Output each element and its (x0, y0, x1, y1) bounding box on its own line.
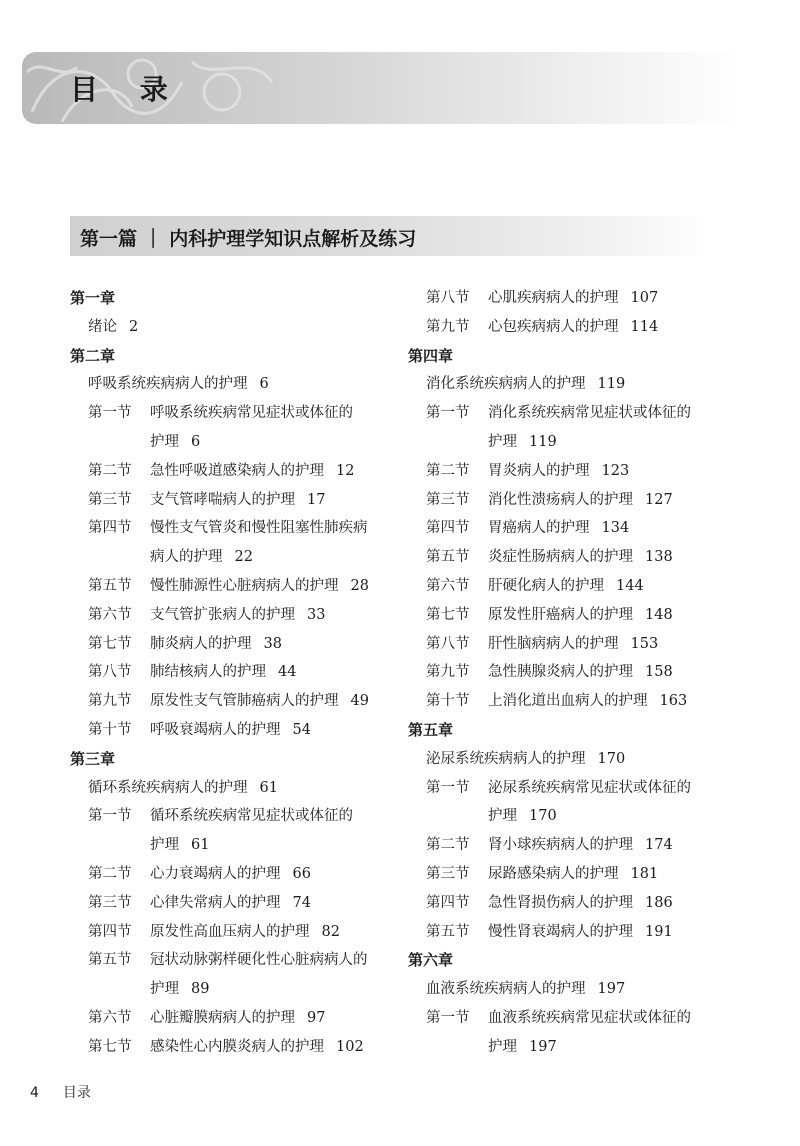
entry-title: 护理 (150, 837, 179, 854)
section-number: 第五节 (88, 952, 132, 969)
entry-title: 肺结核病人的护理 (150, 664, 266, 681)
entry-title: 循环系统疾病常见症状或体征的 (150, 808, 353, 825)
section-number: 第三节 (426, 865, 470, 882)
page-number: 6 (259, 376, 269, 393)
entry-title: 原发性支气管肺癌病人的护理 (150, 693, 339, 710)
section-number: 第一节 (426, 1009, 470, 1026)
entry-title: 血液系统疾病常见症状或体征的 (488, 1009, 691, 1026)
entry-title: 心包疾病病人的护理 (488, 318, 619, 335)
page-number: 33 (307, 606, 326, 623)
section-number: 第七节 (88, 635, 132, 652)
page-number: 138 (645, 549, 673, 566)
section-number: 第一节 (426, 779, 470, 796)
toc-entry-continuation[interactable] (408, 1033, 728, 1062)
toc-section-entry[interactable] (70, 658, 390, 687)
toc-section-entry[interactable] (70, 399, 390, 428)
entry-title: 消化系统疾病病人的护理 (426, 376, 586, 393)
page-number: 97 (307, 1009, 326, 1026)
toc-section-entry[interactable] (408, 918, 728, 947)
entry-title: 原发性高血压病人的护理 (150, 923, 310, 940)
toc-section-entry[interactable] (408, 543, 728, 572)
entry-title: 消化性溃疡病人的护理 (488, 491, 633, 508)
section-number: 第十节 (88, 721, 132, 738)
entry-title: 急性肾损伤病人的护理 (488, 894, 633, 911)
toc-section-entry[interactable] (70, 946, 390, 975)
page-number: 170 (529, 808, 557, 825)
toc-section-entry[interactable] (408, 831, 728, 860)
entry-title: 支气管扩张病人的护理 (150, 606, 295, 623)
section-number: 第六节 (88, 606, 132, 623)
page-number: 89 (191, 981, 210, 998)
toc-section-entry[interactable] (70, 716, 390, 745)
section-number: 第四节 (88, 520, 132, 537)
page-number: 38 (263, 635, 282, 652)
entry-title: 心肌疾病病人的护理 (488, 290, 619, 306)
toc-section-entry[interactable] (408, 630, 728, 659)
entry-title: 泌尿系统疾病常见症状或体征的 (488, 779, 691, 796)
page-number: 127 (645, 491, 673, 508)
page-number: 12 (336, 462, 355, 479)
footer-label: 目录 (62, 1085, 91, 1101)
section-number: 第三节 (88, 491, 132, 508)
entry-title: 心脏瓣膜病病人的护理 (150, 1009, 295, 1026)
part-header (70, 216, 710, 256)
toc-section-entry[interactable] (408, 486, 728, 515)
section-number: 第一节 (426, 405, 470, 422)
entry-title: 急性呼吸道感染病人的护理 (150, 462, 324, 479)
entry-title: 心力衰竭病人的护理 (150, 865, 281, 882)
page-number: 186 (645, 894, 673, 911)
toc-section-entry[interactable] (70, 486, 390, 515)
toc-section-entry[interactable] (70, 457, 390, 486)
page-number: 181 (630, 865, 659, 882)
page-number: 82 (321, 923, 340, 940)
section-number: 第六节 (426, 577, 470, 594)
section-number: 第七节 (88, 1038, 132, 1055)
page-number: 191 (645, 923, 673, 940)
toc-topic-entry[interactable] (408, 745, 728, 774)
entry-title: 原发性肝癌病人的护理 (488, 606, 633, 623)
section-number: 第六节 (88, 1009, 132, 1026)
chapter-heading: 第一章 (70, 289, 116, 307)
entry-title: 慢性支气管炎和慢性阻塞性肺疾病 (150, 520, 368, 537)
chapter-heading: 第六章 (408, 951, 454, 970)
entry-title: 血液系统疾病病人的护理 (426, 981, 586, 998)
entry-title: 尿路感染病人的护理 (488, 865, 619, 882)
page-number: 114 (630, 318, 659, 335)
entry-title: 肝硬化病人的护理 (488, 577, 604, 594)
toc-section-entry[interactable] (70, 860, 390, 889)
entry-title: 护理 (150, 981, 179, 998)
title-banner (22, 52, 742, 124)
page-number: 119 (529, 433, 557, 450)
page-number: 44 (278, 664, 297, 681)
page-number: 123 (601, 462, 630, 479)
section-number: 第七节 (426, 606, 470, 623)
entry-title: 护理 (488, 808, 517, 825)
section-number: 第三节 (88, 894, 132, 911)
toc-section-entry[interactable] (408, 860, 728, 889)
entry-title: 肝性脑病病人的护理 (488, 635, 619, 652)
page-number: 119 (597, 376, 626, 393)
entry-title: 绪论 (88, 318, 117, 335)
section-number: 第八节 (426, 635, 470, 652)
entry-title: 泌尿系统疾病病人的护理 (426, 750, 586, 767)
toc-right-column (408, 284, 728, 1062)
entry-title: 心律失常病人的护理 (150, 894, 281, 911)
section-number: 第二节 (88, 865, 132, 882)
page-number: 153 (630, 635, 659, 652)
page-number: 163 (659, 693, 688, 710)
page-number: 61 (259, 779, 278, 796)
section-number: 第一节 (88, 405, 132, 422)
entry-title: 消化系统疾病常见症状或体征的 (488, 405, 691, 422)
section-number: 第四节 (426, 520, 470, 537)
page-number: 28 (350, 577, 369, 594)
entry-title: 肾小球疾病病人的护理 (488, 837, 633, 854)
toc-section-entry[interactable] (70, 1033, 390, 1062)
page-number: 197 (597, 981, 626, 998)
page-number: 144 (616, 577, 644, 594)
toc-topic-entry[interactable] (70, 370, 390, 399)
toc-entry-continuation[interactable] (70, 428, 390, 457)
page-number: 74 (292, 894, 311, 911)
toc-section-entry[interactable] (408, 284, 728, 313)
entry-title: 呼吸衰竭病人的护理 (150, 721, 281, 738)
page-number: 2 (129, 318, 139, 335)
toc-section-entry[interactable] (70, 514, 390, 543)
entry-title: 胃癌病人的护理 (488, 520, 590, 537)
entry-title: 感染性心内膜炎病人的护理 (150, 1038, 324, 1055)
toc-section-entry[interactable] (408, 1004, 728, 1033)
section-number: 第四节 (88, 923, 132, 940)
toc-section-entry[interactable] (408, 687, 728, 716)
page-number: 54 (292, 721, 311, 738)
page-number: 107 (630, 290, 659, 306)
page-number: 134 (601, 520, 630, 537)
chapter-heading: 第五章 (408, 720, 454, 739)
entry-title: 冠状动脉粥样硬化性心脏病病人的 (150, 952, 368, 969)
entry-title: 胃炎病人的护理 (488, 462, 590, 479)
section-number: 第八节 (88, 664, 132, 681)
section-number: 第九节 (88, 693, 132, 710)
entry-title: 支气管哮喘病人的护理 (150, 491, 295, 508)
entry-title: 慢性肾衰竭病人的护理 (488, 923, 633, 940)
chapter-heading: 第四章 (408, 346, 454, 365)
entry-title: 呼吸系统疾病病人的护理 (88, 376, 248, 393)
entry-title: 上消化道出血病人的护理 (488, 693, 648, 710)
toc-entry-continuation[interactable] (70, 975, 390, 1004)
section-number: 第三节 (426, 491, 470, 508)
section-number: 第五节 (426, 923, 470, 940)
page-number: 158 (645, 664, 673, 681)
toc-left-column (70, 284, 390, 1062)
chapter-heading: 第三章 (70, 749, 116, 768)
toc-section-entry[interactable] (408, 399, 728, 428)
toc-section-entry[interactable] (408, 658, 728, 687)
toc-entry-continuation[interactable] (70, 543, 390, 572)
page-number: 61 (191, 837, 210, 854)
toc-section-entry[interactable] (408, 514, 728, 543)
page-number: 6 (191, 433, 201, 450)
section-number: 第二节 (426, 462, 470, 479)
toc-section-entry[interactable] (408, 313, 728, 342)
toc-section-entry[interactable] (70, 687, 390, 716)
entry-title: 肺炎病人的护理 (150, 635, 252, 652)
entry-title: 循环系统疾病病人的护理 (88, 779, 248, 796)
section-number: 第十节 (426, 693, 470, 710)
section-number: 第五节 (426, 549, 470, 566)
toc-section-entry[interactable] (408, 457, 728, 486)
toc-section-entry[interactable] (70, 1004, 390, 1033)
page-footer (30, 1082, 91, 1102)
toc-section-entry[interactable] (408, 601, 728, 630)
toc-topic-entry[interactable] (408, 975, 728, 1004)
page-number: 49 (350, 693, 369, 710)
section-number: 第八节 (426, 290, 470, 306)
page-number: 4 (30, 1085, 39, 1101)
toc-section-entry[interactable] (408, 774, 728, 803)
section-number: 第九节 (426, 318, 470, 335)
entry-title: 护理 (488, 433, 517, 450)
entry-title: 呼吸系统疾病常见症状或体征的 (150, 405, 353, 422)
section-number: 第九节 (426, 664, 470, 681)
toc-entry-continuation[interactable] (70, 831, 390, 860)
page-number: 102 (336, 1038, 364, 1055)
toc-entry-continuation[interactable] (408, 428, 728, 457)
page-number: 174 (645, 837, 673, 854)
entry-title: 急性胰腺炎病人的护理 (488, 664, 633, 681)
entry-title: 护理 (150, 433, 179, 450)
chapter-heading: 第二章 (70, 346, 116, 365)
toc-section-entry[interactable] (70, 630, 390, 659)
section-number: 第五节 (88, 577, 132, 594)
page-title: 目 录 (70, 73, 184, 106)
entry-title: 炎症性肠病病人的护理 (488, 549, 633, 566)
section-number: 第四节 (426, 894, 470, 911)
entry-title: 慢性肺源性心脏病病人的护理 (150, 577, 339, 594)
toc-topic-entry[interactable] (408, 370, 728, 399)
toc-section-entry[interactable] (70, 918, 390, 947)
toc-section-entry[interactable] (70, 572, 390, 601)
section-number: 第二节 (426, 837, 470, 854)
toc-topic-entry[interactable] (70, 313, 390, 342)
toc-topic-entry[interactable] (70, 774, 390, 803)
toc-section-entry[interactable] (70, 802, 390, 831)
toc-section-entry[interactable] (70, 889, 390, 918)
page-number: 148 (645, 606, 673, 623)
toc-section-entry[interactable] (408, 572, 728, 601)
part-title: 第一篇 ｜ 内科护理学知识点解析及练习 (80, 228, 417, 250)
toc-entry-continuation[interactable] (408, 802, 728, 831)
page-number: 17 (307, 491, 326, 508)
entry-title: 病人的护理 (150, 549, 223, 566)
page-number: 170 (597, 750, 626, 767)
toc-section-entry[interactable] (408, 889, 728, 918)
section-number: 第一节 (88, 808, 132, 825)
page-number: 22 (234, 549, 253, 566)
section-number: 第二节 (88, 462, 132, 479)
toc-section-entry[interactable] (70, 601, 390, 630)
entry-title: 护理 (488, 1038, 517, 1055)
page-number: 197 (529, 1038, 557, 1055)
page-number: 66 (292, 865, 311, 882)
